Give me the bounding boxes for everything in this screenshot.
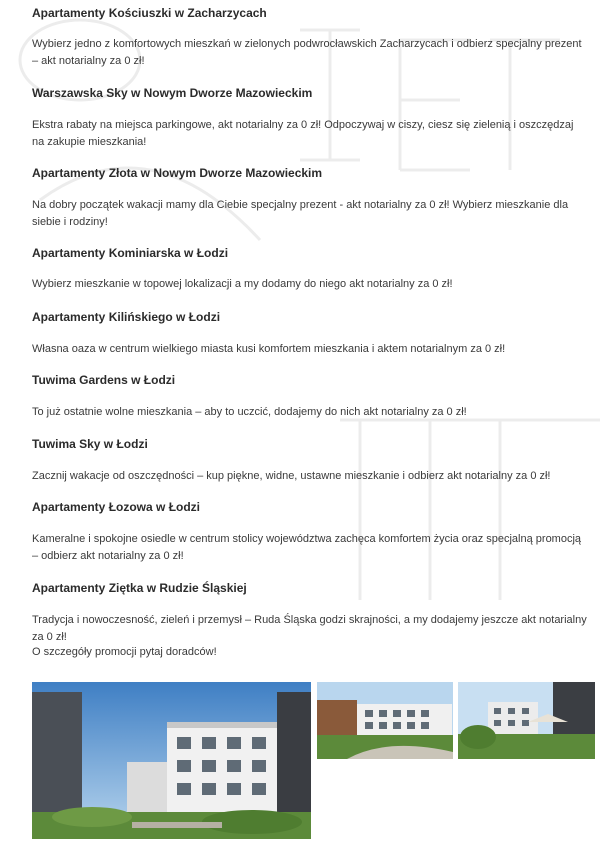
listing-title: Warszawska Sky w Nowym Dworze Mazowieckim <box>32 86 313 100</box>
listing-description: To już ostatnie wolne mieszkania – aby to uczcić, dodajemy do nich akt notarialny za 0 zł! <box>32 406 467 418</box>
listing-description: Wybierz jedno z komfortowych mieszkań w zielonych podwrocławskich Zacharzycach i odbierz specjalny prezent – akt notarialny za 0 zł! <box>32 38 582 67</box>
listing-description: Ekstra rabaty na miejsca parkingowe, akt notarialny za 0 zł! Odpoczywaj w ciszy, ciesz się zielenią i oszczędzaj na zakupie mieszkania! <box>32 119 574 148</box>
photo-courtyard[interactable] <box>317 682 453 759</box>
photo-garden[interactable] <box>458 682 595 759</box>
listing-title: Apartamenty Kilińskiego w Łodzi <box>32 310 221 324</box>
listing-title: Tuwima Gardens w Łodzi <box>32 373 176 387</box>
photo-garden-image <box>458 682 595 759</box>
listing-title: Apartamenty Kominiarska w Łodzi <box>32 246 229 260</box>
listing-title: Tuwima Sky w Łodzi <box>32 437 148 451</box>
photo-building-large-image <box>32 682 311 839</box>
photo-courtyard-image <box>317 682 453 759</box>
photo-building-large[interactable] <box>32 682 311 839</box>
listing-description: Zacznij wakacje od oszczędności – kup piękne, widne, ustawne mieszkanie i odbierz akt notarialny za 0 zł! <box>32 470 551 482</box>
listing-title: Apartamenty Złota w Nowym Dworze Mazowieckim <box>32 166 323 180</box>
listing-title: Apartamenty Ziętka w Rudzie Śląskiej <box>32 581 247 595</box>
footer-note: O szczegóły promocji pytaj doradców! <box>32 646 217 658</box>
listing-title: Apartamenty Kościuszki w Zacharzycach <box>32 6 267 20</box>
listing-description: Na dobry początek wakacji mamy dla Ciebie specjalny prezent - akt notarialny za 0 zł! Wybierz mieszkanie dla siebie i rodziny! <box>32 199 569 228</box>
listing-description: Kameralne i spokojne osiedle w centrum stolicy województwa zachęca komfortem życia oraz specjalną promocją – odbierz akt notarialny za 0 zł! <box>32 533 582 562</box>
listing-title: Apartamenty Łozowa w Łodzi <box>32 500 201 514</box>
listing-description: Wybierz mieszkanie w topowej lokalizacji a my dodamy do niego akt notarialny za 0 zł! <box>32 278 453 290</box>
listing-description: Własna oaza w centrum wielkiego miasta kusi komfortem mieszkania i aktem notarialnym za 0 zł! <box>32 343 506 355</box>
listing-description: Tradycja i nowoczesność, zieleń i przemysł – Ruda Śląska godzi skrajności, a my dodajemy jeszcze akt notarialny za 0 zł! <box>32 614 587 643</box>
